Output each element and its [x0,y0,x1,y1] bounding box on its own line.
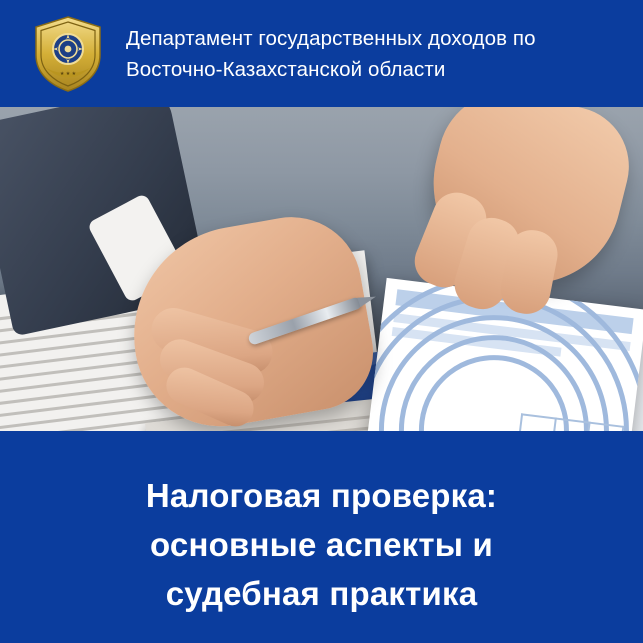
poster-title-line-1: Налоговая проверка: [145,477,498,514]
poster-title-line-2: основные аспекты и [150,526,493,563]
header-bar [0,0,643,107]
poster-title-line-3: судебная практика [165,575,478,612]
svg-text:★ ★ ★: ★ ★ ★ [59,70,77,77]
poster-title [0,455,643,618]
state-emblem-icon [32,15,104,93]
header-organization-title: Департамент государственных доходов по Восточно-Казахстанской области [126,26,536,81]
photo-area [0,107,643,467]
title-banner [0,455,643,643]
